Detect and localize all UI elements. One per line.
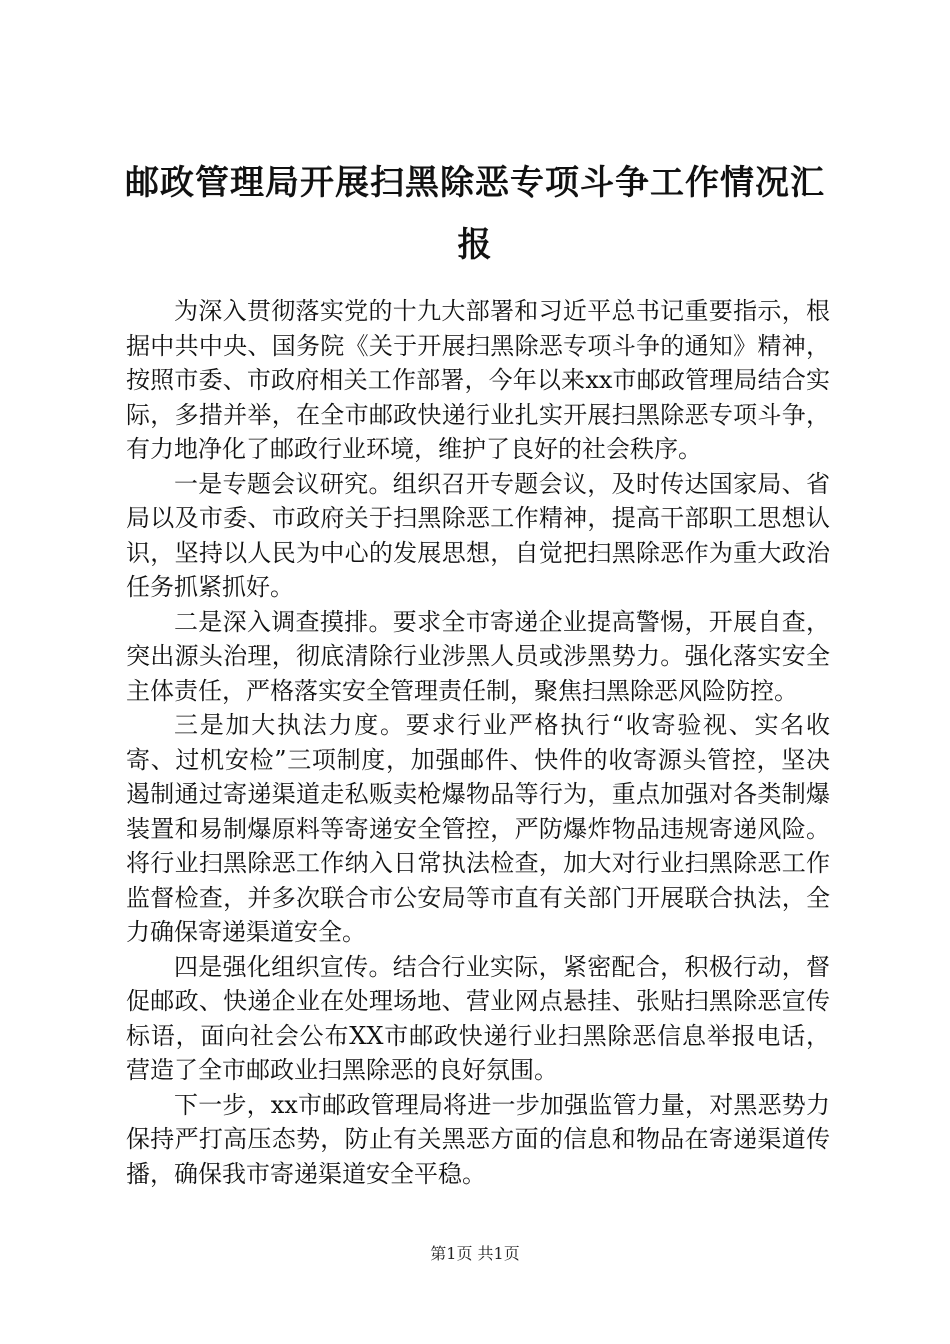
paragraph-next-steps: 下一步，xx市邮政管理局将进一步加强监管力量，对黑恶势力保持严打高压态势，防止有关黑恶方面的信息和物品在寄递渠道传播，确保我市寄递渠道安全平稳。 [126, 1090, 830, 1188]
paragraph-meeting: 一是专题会议研究。组织召开专题会议，及时传达国家局、省局以及市委、市政府关于扫黑除恶工作精神，提高干部职工思想认识，坚持以人民为中心的发展思想，自觉把扫黑除恶作为重大政治任务抓紧抓好。 [126, 469, 830, 601]
document-title: 邮政管理局开展扫黑除恶专项斗争工作情况汇报 [125, 163, 825, 265]
paragraph-publicity: 四是强化组织宣传。结合行业实际，紧密配合，积极行动，督促邮政、快递企业在处理场地、营业网点悬挂、张贴扫黑除恶宣传标语，面向社会公布XX市邮政快递行业扫黑除恶信息举报电话，营造了全市邮政业扫黑除恶的良好氛围。 [126, 952, 830, 1084]
paragraph-enforcement: 三是加大执法力度。要求行业严格执行“收寄验视、实名收寄、过机安检”三项制度，加强邮件、快件的收寄源头管控，坚决遏制通过寄递渠道走私贩卖枪爆物品等行为，重点加强对各类制爆装置和易制爆原料等寄递安全管控，严防爆炸物品违规寄递风险。将行业扫黑除恶工作纳入日常执法检查，加大对行业扫黑除恶工作监督检查，并多次联合市公安局等市直有关部门开展联合执法，全力确保寄递渠道安全。 [126, 711, 830, 946]
document-body [126, 294, 830, 1191]
paragraph-investigation: 二是深入调查摸排。要求全市寄递企业提高警惕，开展自查，突出源头治理，彻底清除行业涉黑人员或涉黑势力。强化落实安全主体责任，严格落实安全管理责任制，聚焦扫黑除恶风险防控。 [126, 607, 830, 705]
paragraph-intro: 为深入贯彻落实党的十九大部署和习近平总书记重要指示，根据中共中央、国务院《关于开展扫黑除恶专项斗争的通知》精神，按照市委、市政府相关工作部署，今年以来xx市邮政管理局结合实际，多措并举，在全市邮政快递行业扎实开展扫黑除恶专项斗争，有力地净化了邮政行业环境，维护了良好的社会秩序。 [126, 297, 830, 463]
page-footer: 第1页 共1页 [430, 1244, 520, 1263]
